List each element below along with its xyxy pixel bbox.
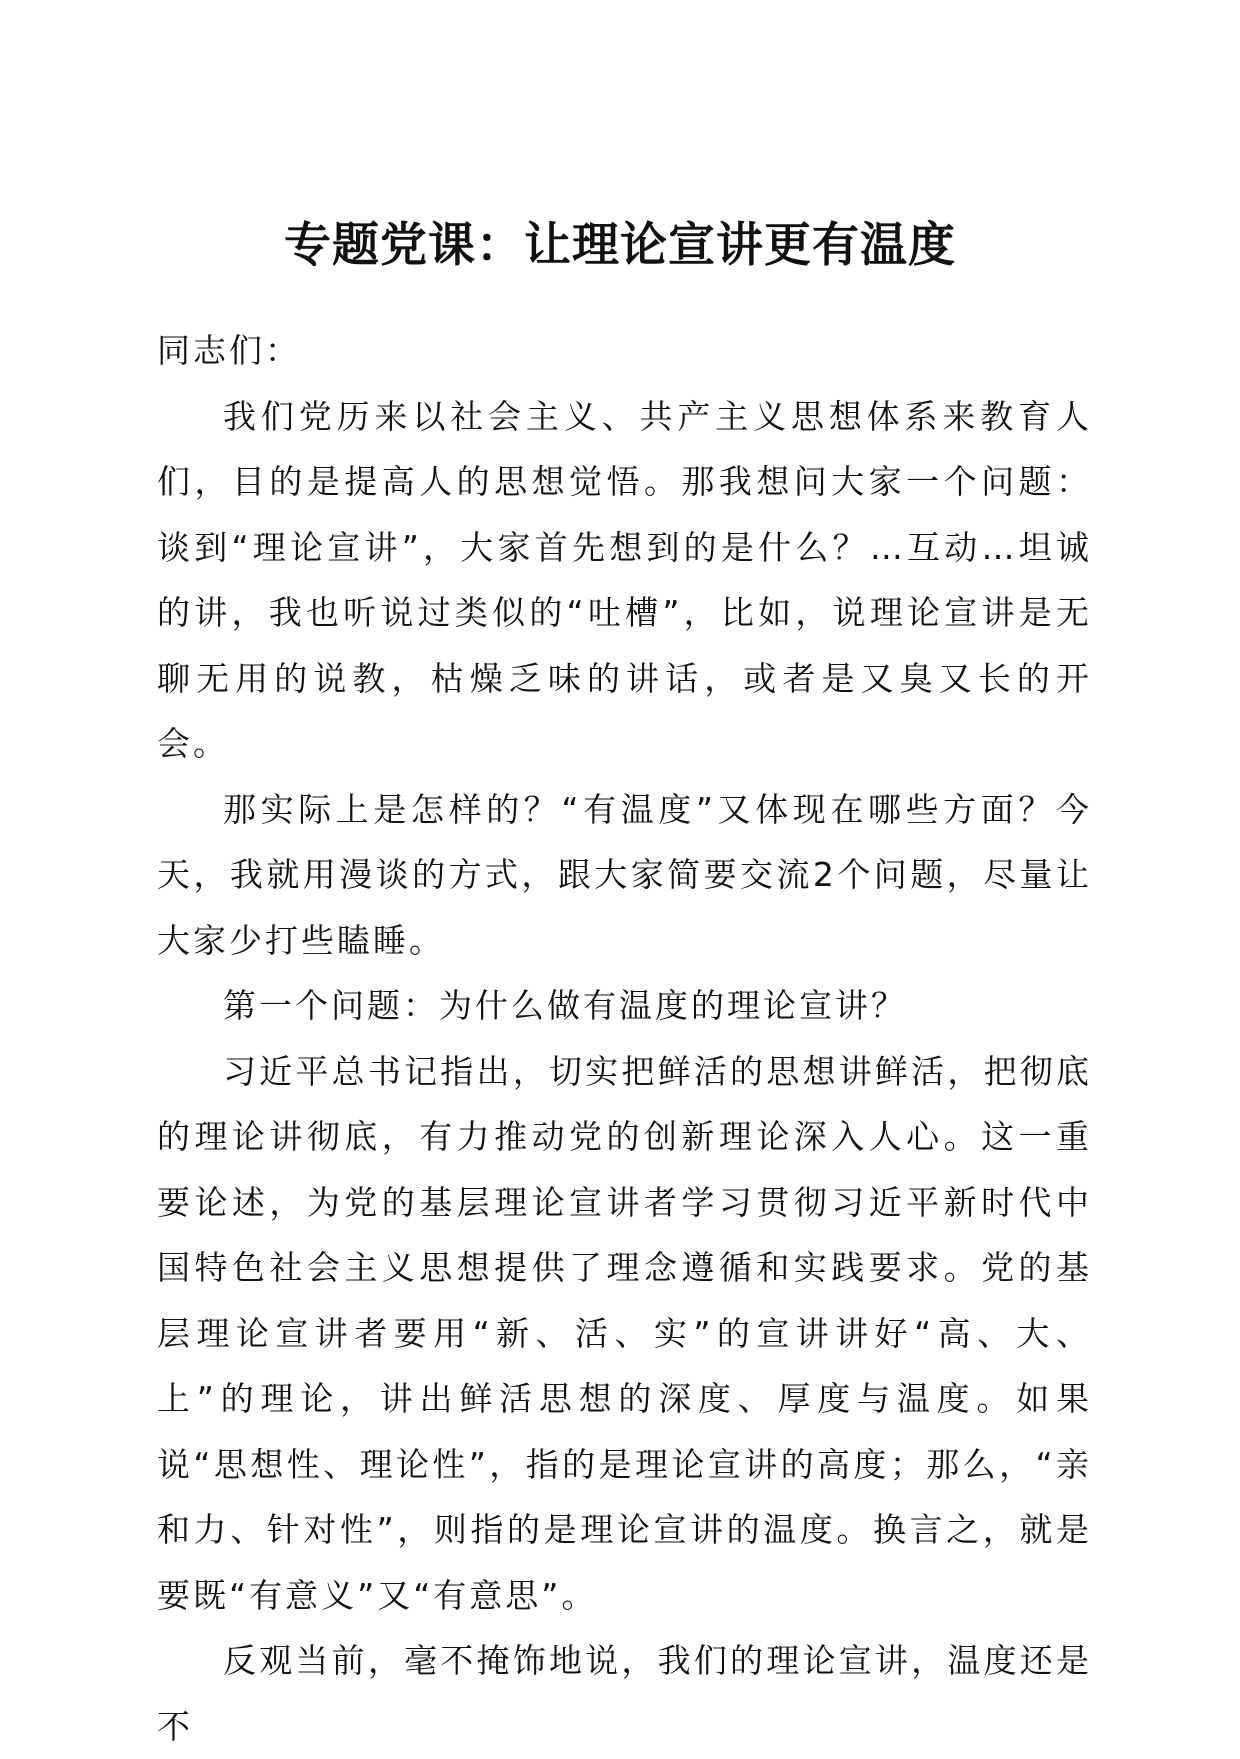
paragraph-xi-quote: 习近平总书记指出，切实把鲜活的思想讲鲜活，把彻底的理论讲彻底，有力推动党的创新理论深入人心。这一重要论述，为党的基层理论宣讲者学习贯彻习近平新时代中国特色社会主义思想提供了理念遵循和实践要求。党的基层理论宣讲者要用“新、活、实”的宣讲讲好“高、大、上”的理论，讲出鲜活思想的深度、厚度与温度。如果说“思想性、理论性”，指的是理论宣讲的高度；那么，“亲和力、针对性”，则指的是理论宣讲的温度。换言之，就是要既“有意义”又“有意思”。 (157, 1051, 1092, 1615)
paragraph-intro: 我们党历来以社会主义、共产主义思想体系来教育人们，目的是提高人的思想觉悟。那我想问大家一个问题：谈到“理论宣讲”，大家首先想到的是什么？…互动…坦诚的讲，我也听说过类似的“吐槽”，比如，说理论宣讲是无聊无用的说教，枯燥乏味的讲话，或者是又臭又长的开会。 (157, 396, 1092, 763)
paragraph-first-question-heading: 第一个问题：为什么做有温度的理论宣讲？ (223, 986, 907, 1025)
document-title: 专题党课：让理论宣讲更有温度 (284, 218, 956, 273)
paragraph-current-situation: 反观当前，毫不掩饰地说，我们的理论宣讲，温度还是不 (157, 1641, 1092, 1746)
salutation: 同志们： (157, 331, 301, 370)
paragraph-question: 那实际上是怎样的？“有温度”又体现在哪些方面？今天，我就用漫谈的方式，跟大家简要交流2个问题，尽量让大家少打些瞌睡。 (157, 789, 1092, 960)
document-body (157, 318, 1092, 1759)
